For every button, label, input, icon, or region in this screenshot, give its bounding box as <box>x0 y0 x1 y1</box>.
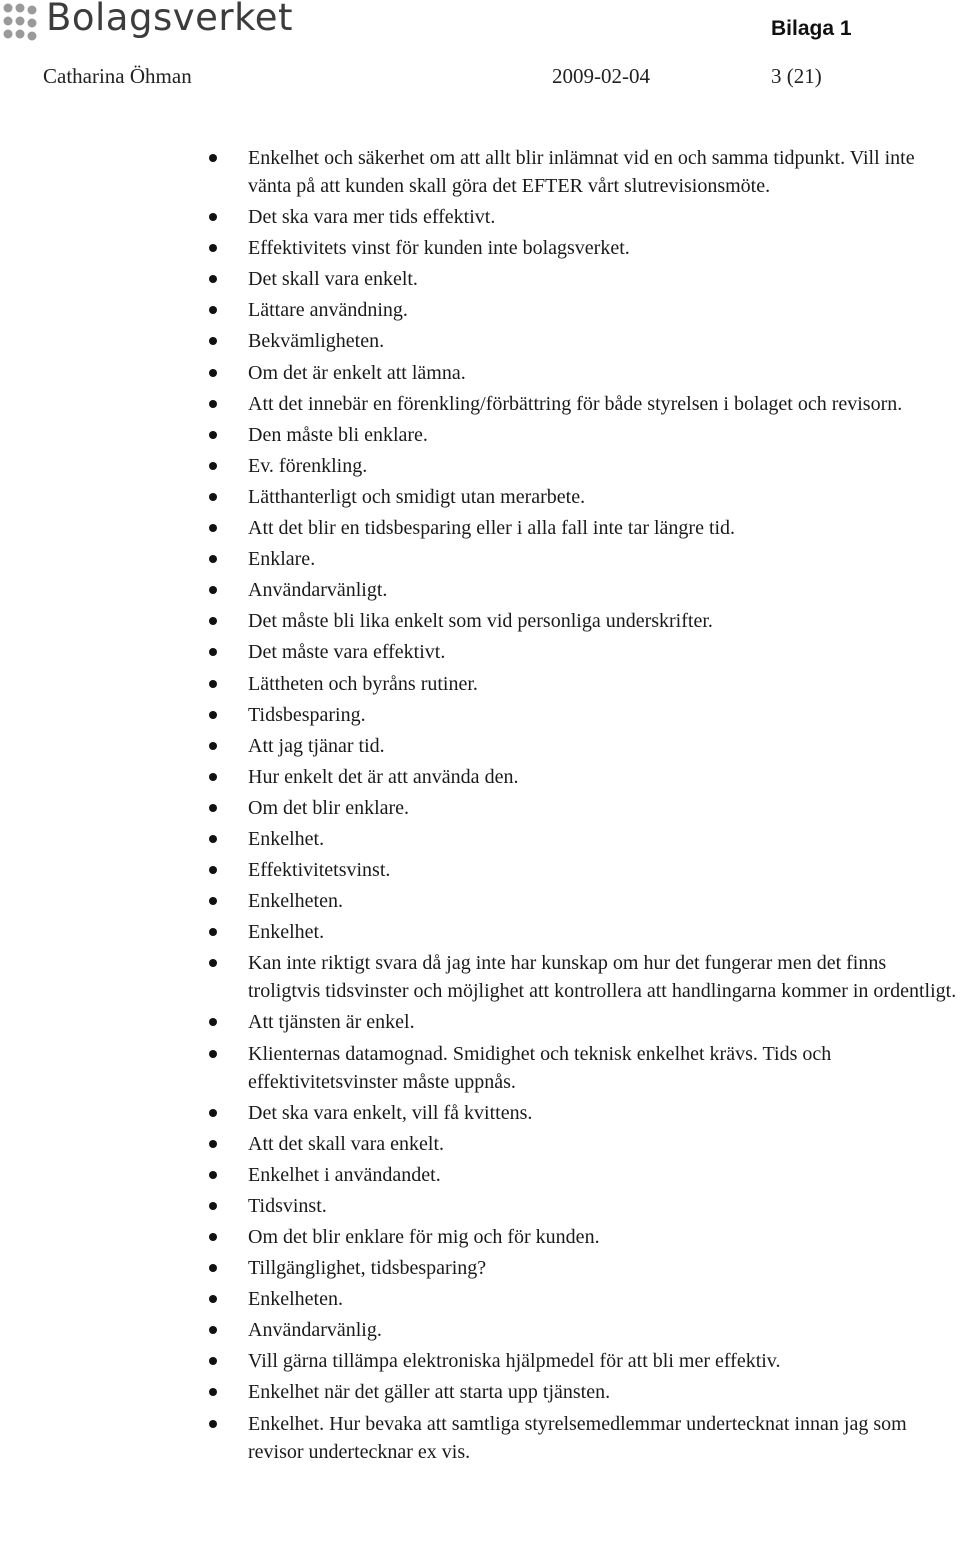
list-item <box>0 390 960 418</box>
list-item-text: Bekvämligheten. <box>248 330 385 353</box>
bullet-icon <box>209 1264 217 1272</box>
list-item <box>0 1223 960 1251</box>
list-item <box>0 732 960 760</box>
list-item-text: Lättare användning. <box>248 299 408 322</box>
list-item-text: Tidsvinst. <box>248 1194 327 1217</box>
list-item-text: Det skall vara enkelt. <box>248 268 418 291</box>
list-item <box>0 607 960 635</box>
bullet-icon <box>209 1357 217 1365</box>
bullet-icon <box>209 1109 217 1117</box>
bullet-icon <box>209 431 217 439</box>
list-item-text: Enklare. <box>248 548 316 571</box>
bullet-icon <box>209 804 217 812</box>
list-item-text: Enkelhet när det gäller att starta upp tjänsten. <box>248 1381 611 1404</box>
list-item-text: Enkelheten. <box>248 890 343 913</box>
list-item <box>0 701 960 729</box>
bullet-icon <box>209 1202 217 1210</box>
list-item <box>0 638 960 666</box>
bullet-icon <box>209 866 217 874</box>
bullet-icon <box>209 835 217 843</box>
bullet-icon <box>209 711 217 719</box>
list-item-text: Användarvänlig. <box>248 1319 382 1342</box>
list-item-text: Effektivitetsvinst. <box>248 859 391 882</box>
bullet-icon <box>209 493 217 501</box>
list-item <box>0 949 960 1005</box>
response-list <box>0 144 960 1469</box>
list-item <box>0 265 960 293</box>
bullet-icon <box>209 1018 217 1026</box>
list-item-text: Att det innebär en förenkling/förbättring för både styrelsen i bolaget och revisorn. <box>248 392 903 415</box>
bullet-icon <box>209 897 217 905</box>
list-item-text: Enkelhet. <box>248 827 325 850</box>
list-item <box>0 452 960 480</box>
list-item-text: Enkelhet i användandet. <box>248 1163 441 1186</box>
list-item <box>0 1130 960 1158</box>
bullet-icon <box>209 773 217 781</box>
bullet-icon <box>209 400 217 408</box>
bullet-icon <box>209 462 217 470</box>
list-item <box>0 483 960 511</box>
list-item-text: Lättheten och byråns rutiner. <box>248 672 478 695</box>
bullet-icon <box>209 959 217 967</box>
bullet-icon <box>209 337 217 345</box>
bullet-icon <box>209 1233 217 1241</box>
bullet-icon <box>209 586 217 594</box>
bullet-icon <box>209 1050 217 1058</box>
bullet-icon <box>209 555 217 563</box>
list-item-text: Effektivitets vinst för kunden inte bolagsverket. <box>248 237 630 260</box>
bullet-icon <box>209 1326 217 1334</box>
list-item <box>0 359 960 387</box>
list-item <box>0 1099 960 1127</box>
list-item <box>0 203 960 231</box>
bullet-icon <box>209 742 217 750</box>
list-item-text: Det måste vara effektivt. <box>248 641 446 664</box>
list-item-text: Att det skall vara enkelt. <box>248 1132 445 1155</box>
list-item <box>0 327 960 355</box>
list-item <box>0 1008 960 1036</box>
list-item-text: Vill gärna tillämpa elektroniska hjälpmedel för att bli mer effektiv. <box>248 1350 781 1373</box>
list-item-text: Ev. förenkling. <box>248 454 368 477</box>
bullet-icon <box>209 524 217 532</box>
bullet-icon <box>209 680 217 688</box>
list-item <box>0 144 960 200</box>
bullet-icon <box>209 1388 217 1396</box>
list-item <box>0 1285 960 1313</box>
list-item-text: Om det blir enklare. <box>248 796 410 819</box>
bullet-icon <box>209 1171 217 1179</box>
list-item-text: Hur enkelt det är att använda den. <box>248 765 519 788</box>
dots-logo-icon <box>0 0 44 46</box>
bullet-icon <box>209 617 217 625</box>
list-item <box>0 856 960 884</box>
list-item-text: Enkelhet. <box>248 921 325 944</box>
bullet-icon <box>209 1140 217 1148</box>
list-item-text: Att tjänsten är enkel. <box>248 1011 415 1034</box>
list-item-text: Det ska vara mer tids effektivt. <box>248 206 496 229</box>
list-item <box>0 825 960 853</box>
bullet-icon <box>209 1420 217 1428</box>
list-item <box>0 421 960 449</box>
attachment-label: Bilaga 1 <box>771 17 852 40</box>
list-item <box>0 763 960 791</box>
list-item <box>0 1316 960 1344</box>
author: Catharina Öhman <box>43 64 192 88</box>
bullet-icon <box>209 306 217 314</box>
list-item-text: Enkelhet och säkerhet om att allt blir inlämnat vid en och samma tidpunkt. Vill inte vänta på att kunden skall göra det EFTER vårt slutrevisionsmöte. <box>248 147 915 197</box>
list-item-text: Tillgänglighet, tidsbesparing? <box>248 1257 487 1280</box>
list-item <box>0 576 960 604</box>
bullet-icon <box>209 244 217 252</box>
list-item-text: Lätthanterligt och smidigt utan merarbete. <box>248 485 586 508</box>
list-item-text: Om det är enkelt att lämna. <box>248 361 466 384</box>
list-item-text: Om det blir enklare för mig och för kunden. <box>248 1226 600 1248</box>
list-item-text: Att det blir en tidsbesparing eller i alla fall inte tar längre tid. <box>248 517 736 540</box>
bullet-icon <box>209 154 217 162</box>
list-item-text: Klienternas datamognad. Smidighet och teknisk enkelhet krävs. Tids och effektivitetsvinster måste uppnås. <box>248 1042 832 1093</box>
bullet-icon <box>209 928 217 936</box>
bullet-icon <box>209 275 217 283</box>
list-item-text: Det måste bli lika enkelt som vid personliga underskrifter. <box>248 610 713 633</box>
list-item <box>0 918 960 946</box>
list-item <box>0 545 960 573</box>
list-item <box>0 1410 960 1466</box>
list-item-text: Kan inte riktigt svara då jag inte har kunskap om hur det fungerar men det finns troligtvis tidsvinster och möjlighet att kontrollera att handlingarna kommer in ordentligt. <box>248 952 957 1003</box>
list-item <box>0 670 960 698</box>
bolagsverket-logo <box>0 0 293 46</box>
list-item-text: Tidsbesparing. <box>248 703 366 726</box>
list-item <box>0 1378 960 1406</box>
list-item <box>0 1347 960 1375</box>
list-item <box>0 514 960 542</box>
logo-text: Bolagsverket <box>46 0 293 39</box>
list-item <box>0 887 960 915</box>
list-item <box>0 794 960 822</box>
list-item-text: Det ska vara enkelt, vill få kvittens. <box>248 1101 533 1124</box>
list-item <box>0 296 960 324</box>
list-item-text: Den måste bli enklare. <box>248 423 428 446</box>
list-item-text: Enkelhet. Hur bevaka att samtliga styrelsemedlemmar undertecknat innan jag som revisor undertecknar ex vis. <box>248 1412 907 1463</box>
bullet-icon <box>209 1295 217 1303</box>
page-number: 3 (21) <box>771 64 822 88</box>
list-item <box>0 1254 960 1282</box>
list-item-text: Att jag tjänar tid. <box>248 734 385 757</box>
list-item-text: Enkelheten. <box>248 1288 343 1311</box>
list-item <box>0 1192 960 1220</box>
list-item <box>0 234 960 262</box>
date: 2009-02-04 <box>552 64 650 88</box>
bullet-icon <box>209 213 217 221</box>
bullet-icon <box>209 648 217 656</box>
list-item-text: Användarvänligt. <box>248 579 388 602</box>
list-item <box>0 1040 960 1096</box>
list-item <box>0 1161 960 1189</box>
bullet-icon <box>209 369 217 377</box>
